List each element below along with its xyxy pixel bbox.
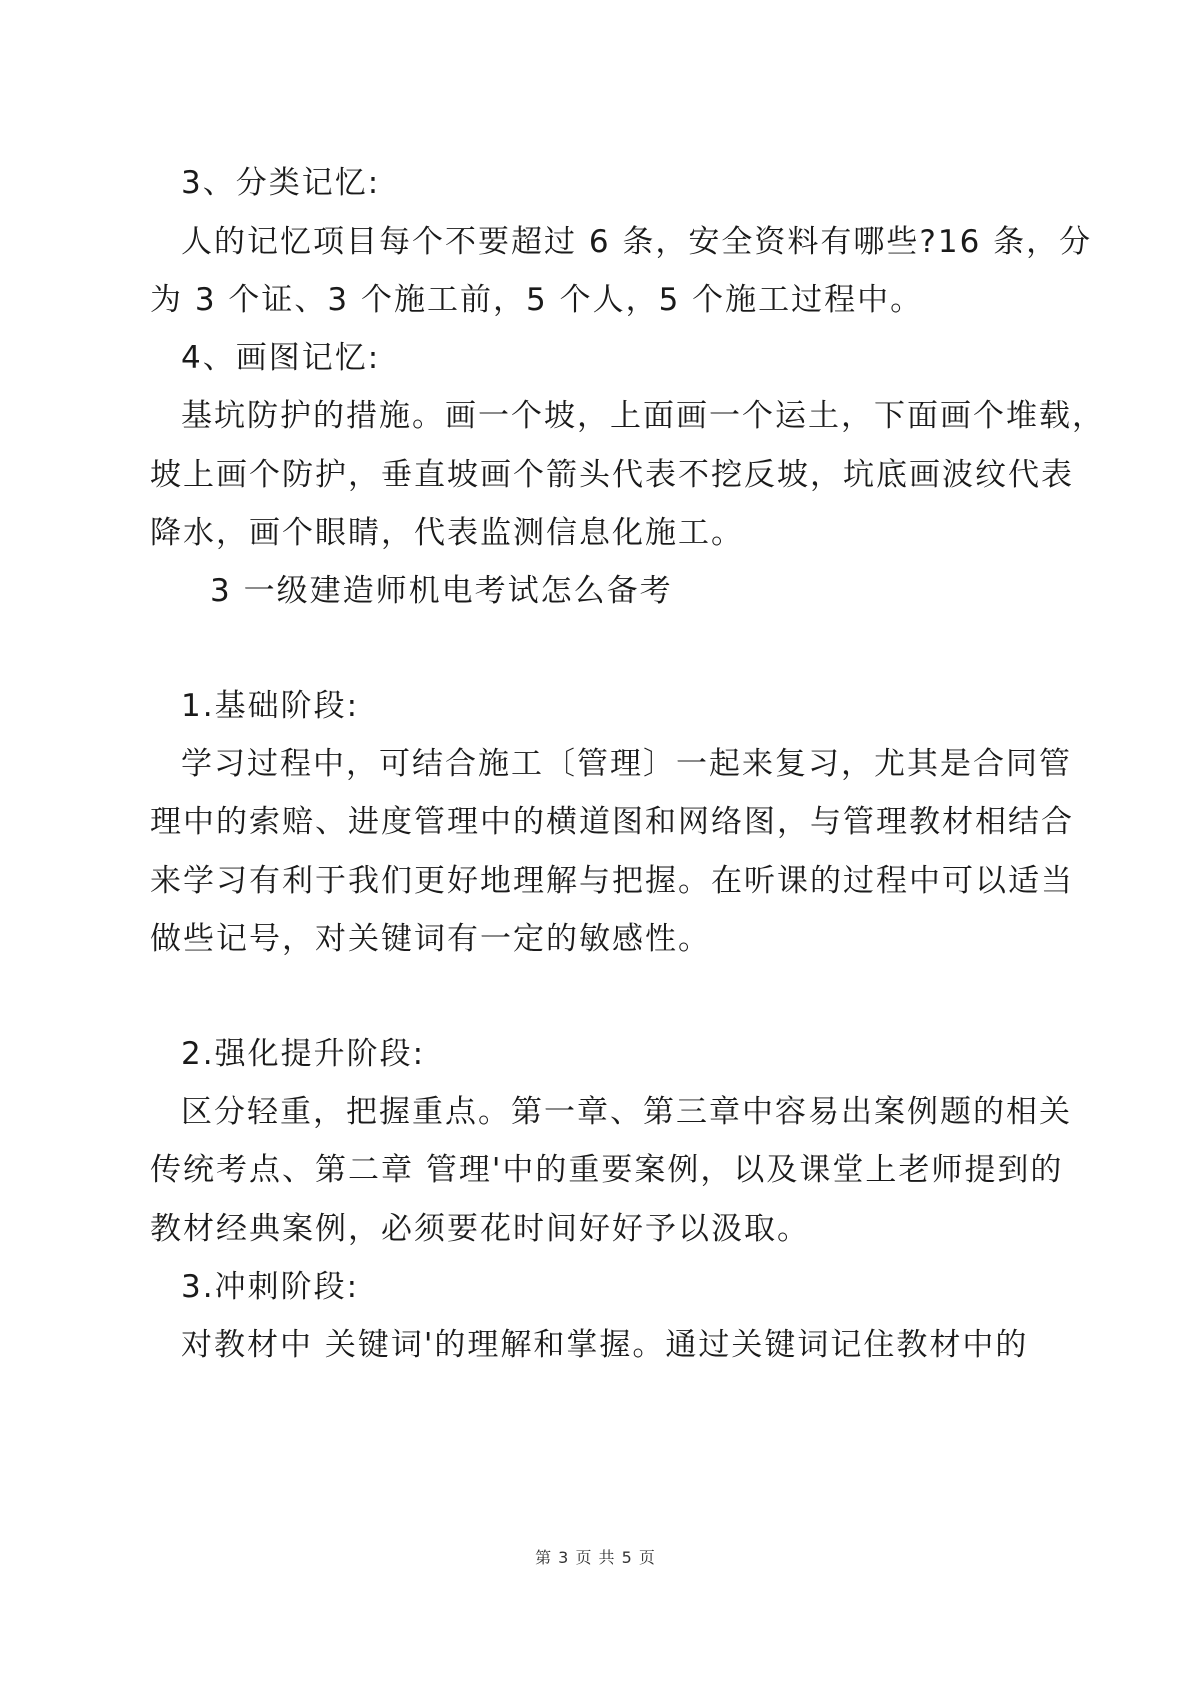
section-title: 3 一级建造师机电考试怎么备考 [210,573,673,609]
section-heading-drawing-memory: 4、画图记忆: [181,340,381,376]
paragraph-line: 基坑防护的措施。画一个坡，上面画一个运土，下面画个堆载， [181,398,1105,434]
paragraph-line: 人的记忆项目每个不要超过 6 条，安全资料有哪些?16 条，分 [181,224,1093,260]
paragraph-line: 理中的索赔、进度管理中的横道图和网络图，与管理教材相结合 [150,804,1074,840]
stage-heading-basic: 1.基础阶段: [181,688,360,724]
page-footer: 第 3 页 共 5 页 [535,1548,656,1567]
paragraph-line: 为 3 个证、3 个施工前，5 个人，5 个施工过程中。 [150,282,924,318]
paragraph-line: 教材经典案例，必须要花时间好好予以汲取。 [150,1211,810,1247]
paragraph-line: 坡上画个防护，垂直坡画个箭头代表不挖反坡，坑底画波纹代表 [150,457,1074,493]
section-heading-classified-memory: 3、分类记忆: [181,165,381,201]
paragraph-line: 做些记号，对关键词有一定的敏感性。 [150,921,711,957]
paragraph-line: 来学习有利于我们更好地理解与把握。在听课的过程中可以适当 [150,863,1074,899]
stage-heading-sprint: 3.冲刺阶段: [181,1269,360,1305]
paragraph-line: 对教材中 关键词'的理解和掌握。通过关键词记住教材中的 [181,1327,1029,1363]
paragraph-line: 学习过程中，可结合施工〔管理〕一起来复习，尤其是合同管 [181,746,1072,782]
paragraph-line: 传统考点、第二章 管理'中的重要案例，以及课堂上老师提到的 [150,1152,1064,1188]
paragraph-line: 区分轻重，把握重点。第一章、第三章中容易出案例题的相关 [181,1094,1072,1130]
paragraph-line: 降水，画个眼睛，代表监测信息化施工。 [150,515,744,551]
stage-heading-intensive: 2.强化提升阶段: [181,1036,426,1072]
